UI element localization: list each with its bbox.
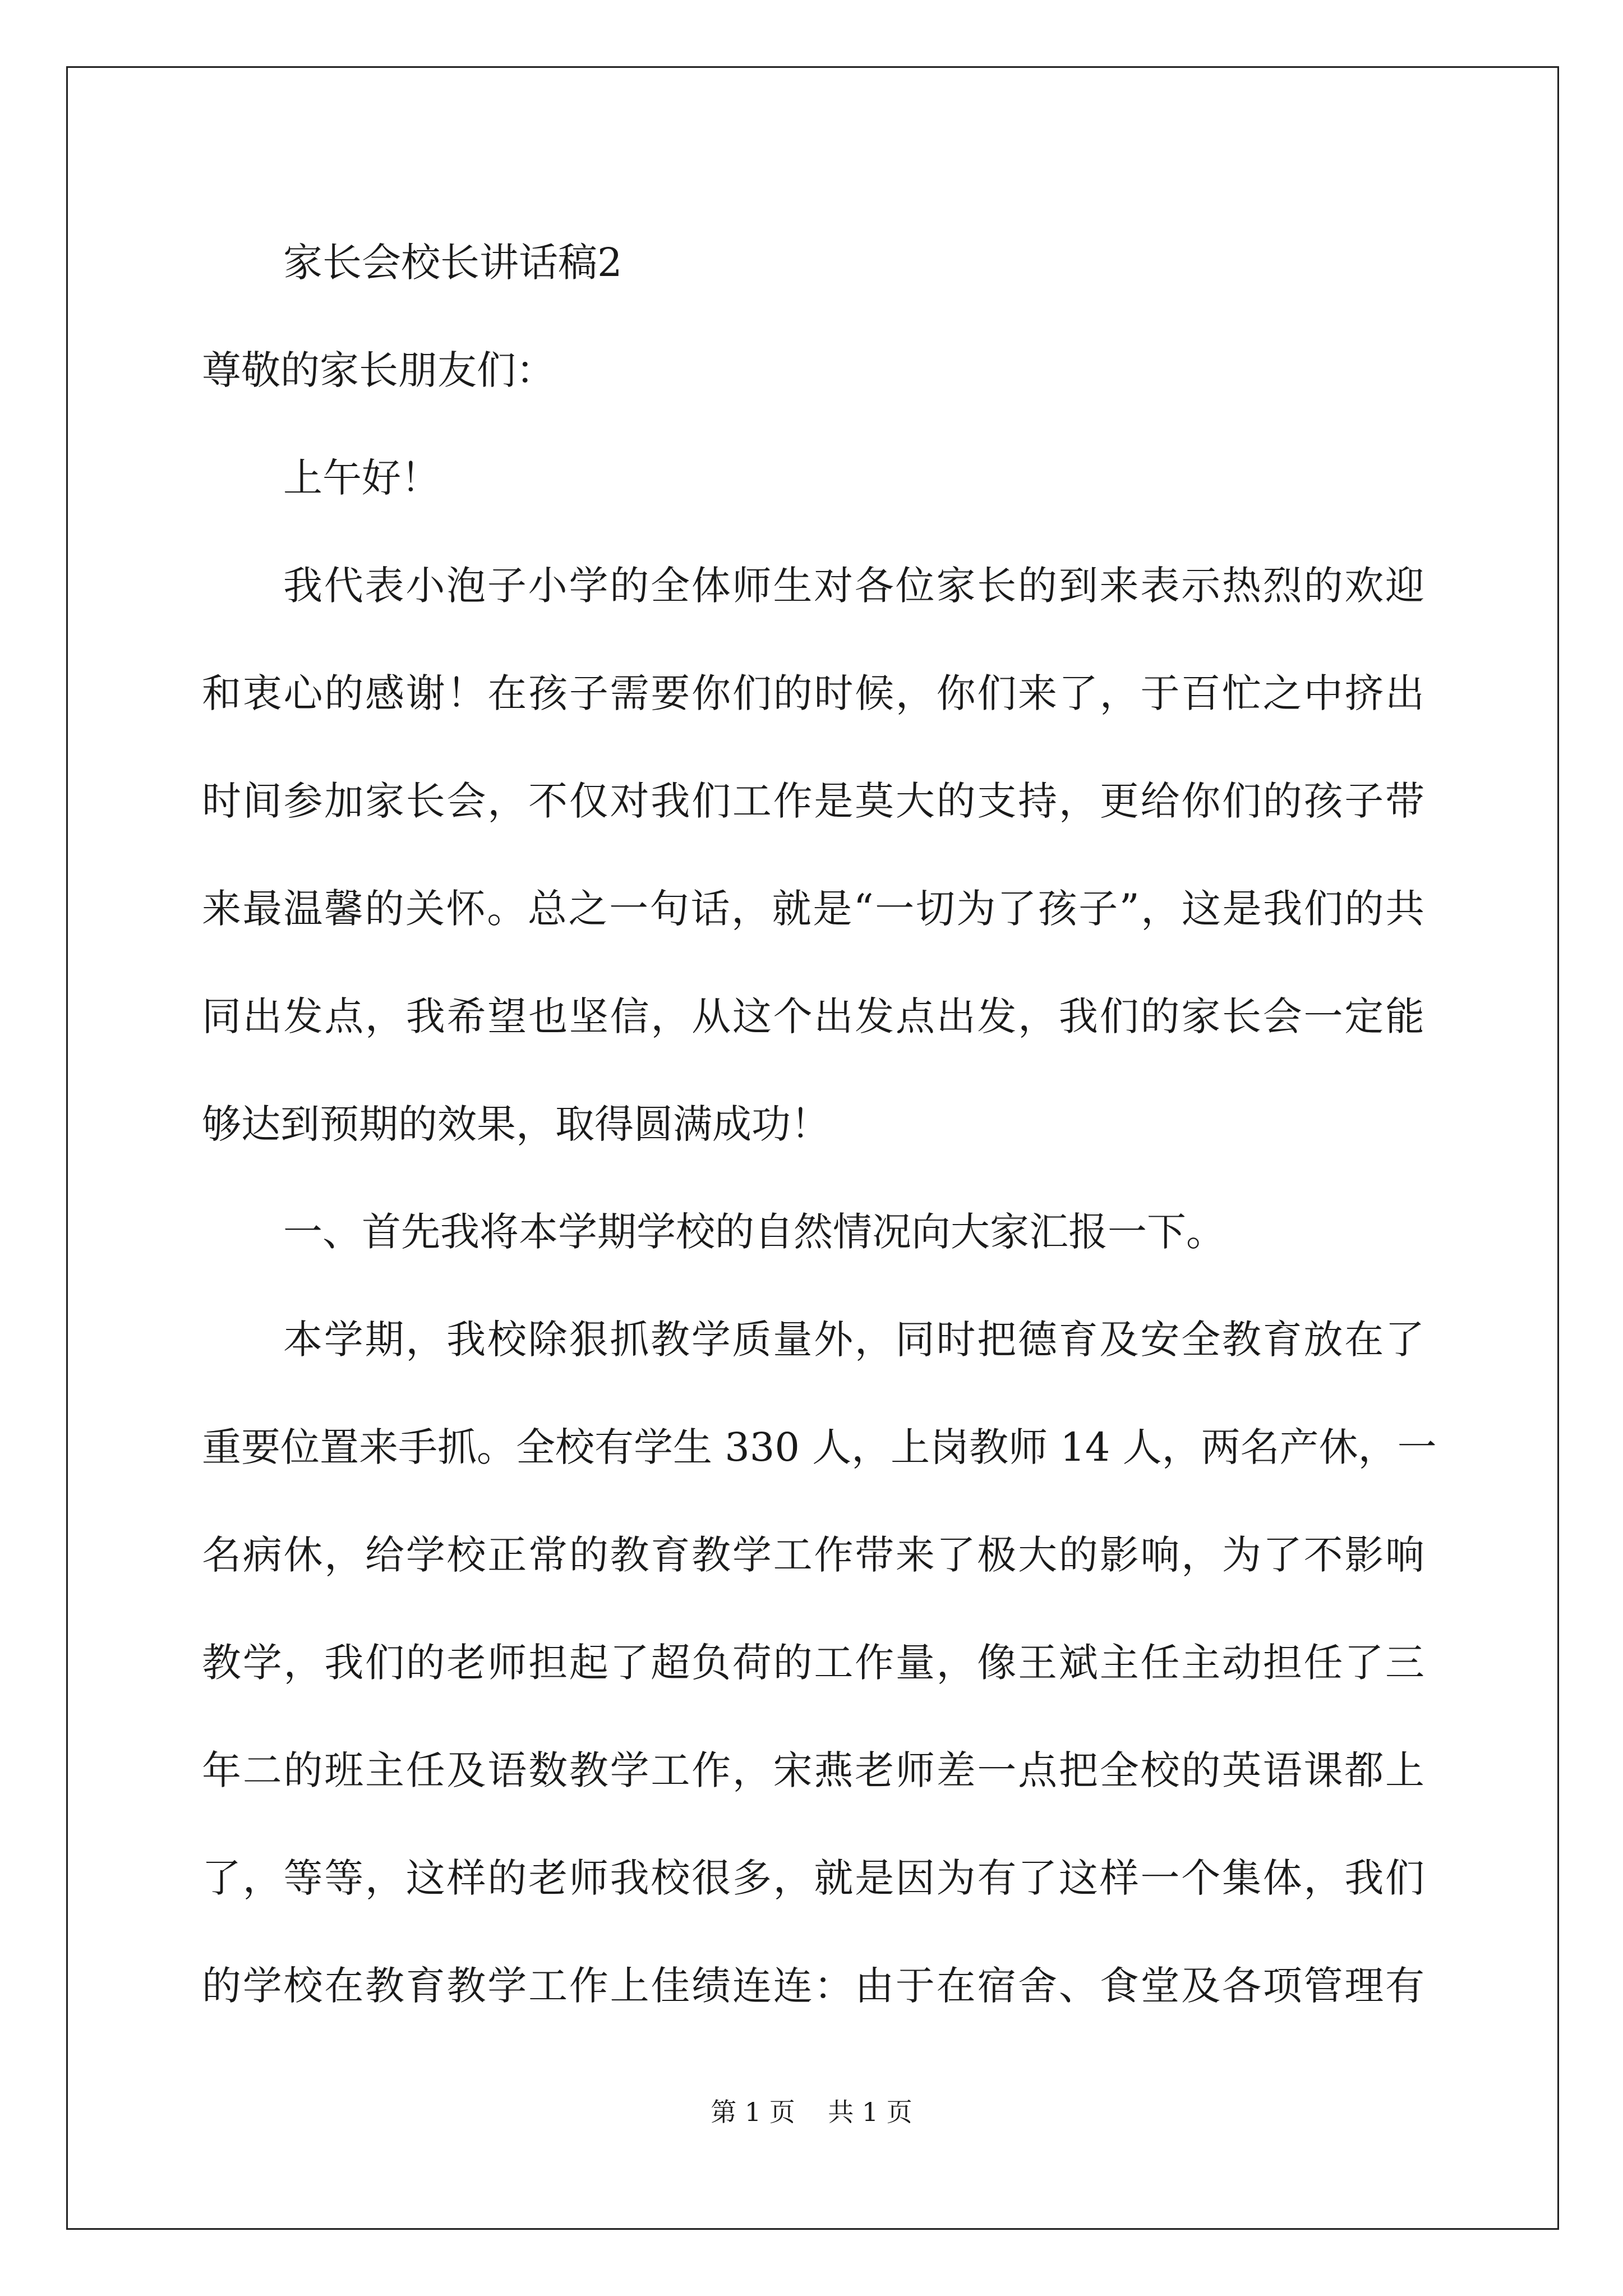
paragraph-line: 年二的班主任及语数教学工作，宋燕老师差一点把全校的英语课都上 [202,1747,1424,1793]
paragraph-line: 时间参加家长会，不仅对我们工作是莫大的支持，更给你们的孩子带 [202,778,1424,824]
page-number: 第 1 页 [711,2097,795,2127]
paragraph-section-heading [202,1178,1424,1286]
document-body [202,209,1437,2040]
paragraph-line: 和衷心的感谢！在孩子需要你们的时候，你们来了，于百忙之中挤出 [202,670,1424,716]
paragraph-welcome [202,532,1424,1178]
paragraph-semester [202,1286,1437,2040]
document-title: 家长会校长讲话稿2 [283,240,623,286]
paragraph-line: 教学，我们的老师担起了超负荷的工作量，像王斌主任主动担任了三 [202,1640,1424,1686]
paragraph-line: 了，等等，这样的老师我校很多，就是因为有了这样一个集体，我们 [202,1855,1424,1901]
salutation: 尊敬的家长朋友们： [202,347,555,393]
paragraph-line: 名病休，给学校正常的教育教学工作带来了极大的影响，为了不影响 [202,1532,1424,1578]
paragraph-line: 我代表小泡子小学的全体师生对各位家长的到来表示热烈的欢迎 [283,563,1424,609]
footer-spacer [795,2097,828,2127]
paragraph-line: 同出发点，我希望也坚信，从这个出发点出发，我们的家长会一定能 [202,993,1424,1039]
paragraph-line: 的学校在教育教学工作上佳绩连连：由于在宿舍、食堂及各项管理有 [202,1963,1424,2009]
section-heading: 一、首先我将本学期学校的自然情况向大家汇报一下。 [283,1209,1225,1255]
paragraph-line: 够达到预期的效果，取得圆满成功！ [202,1101,830,1147]
page-footer [0,2095,1623,2129]
paragraph-line: 本学期，我校除狠抓教学质量外，同时把德育及安全教育放在了 [283,1317,1424,1363]
page-total: 共 1 页 [828,2097,912,2127]
paragraph-line: 重要位置来手抓。全校有学生 330 人，上岗教师 14 人，两名产休，一 [202,1424,1437,1470]
paragraph-line: 来最温馨的关怀。总之一句话，就是“一切为了孩子”，这是我们的共 [202,886,1424,932]
greeting: 上午好！ [283,455,440,501]
